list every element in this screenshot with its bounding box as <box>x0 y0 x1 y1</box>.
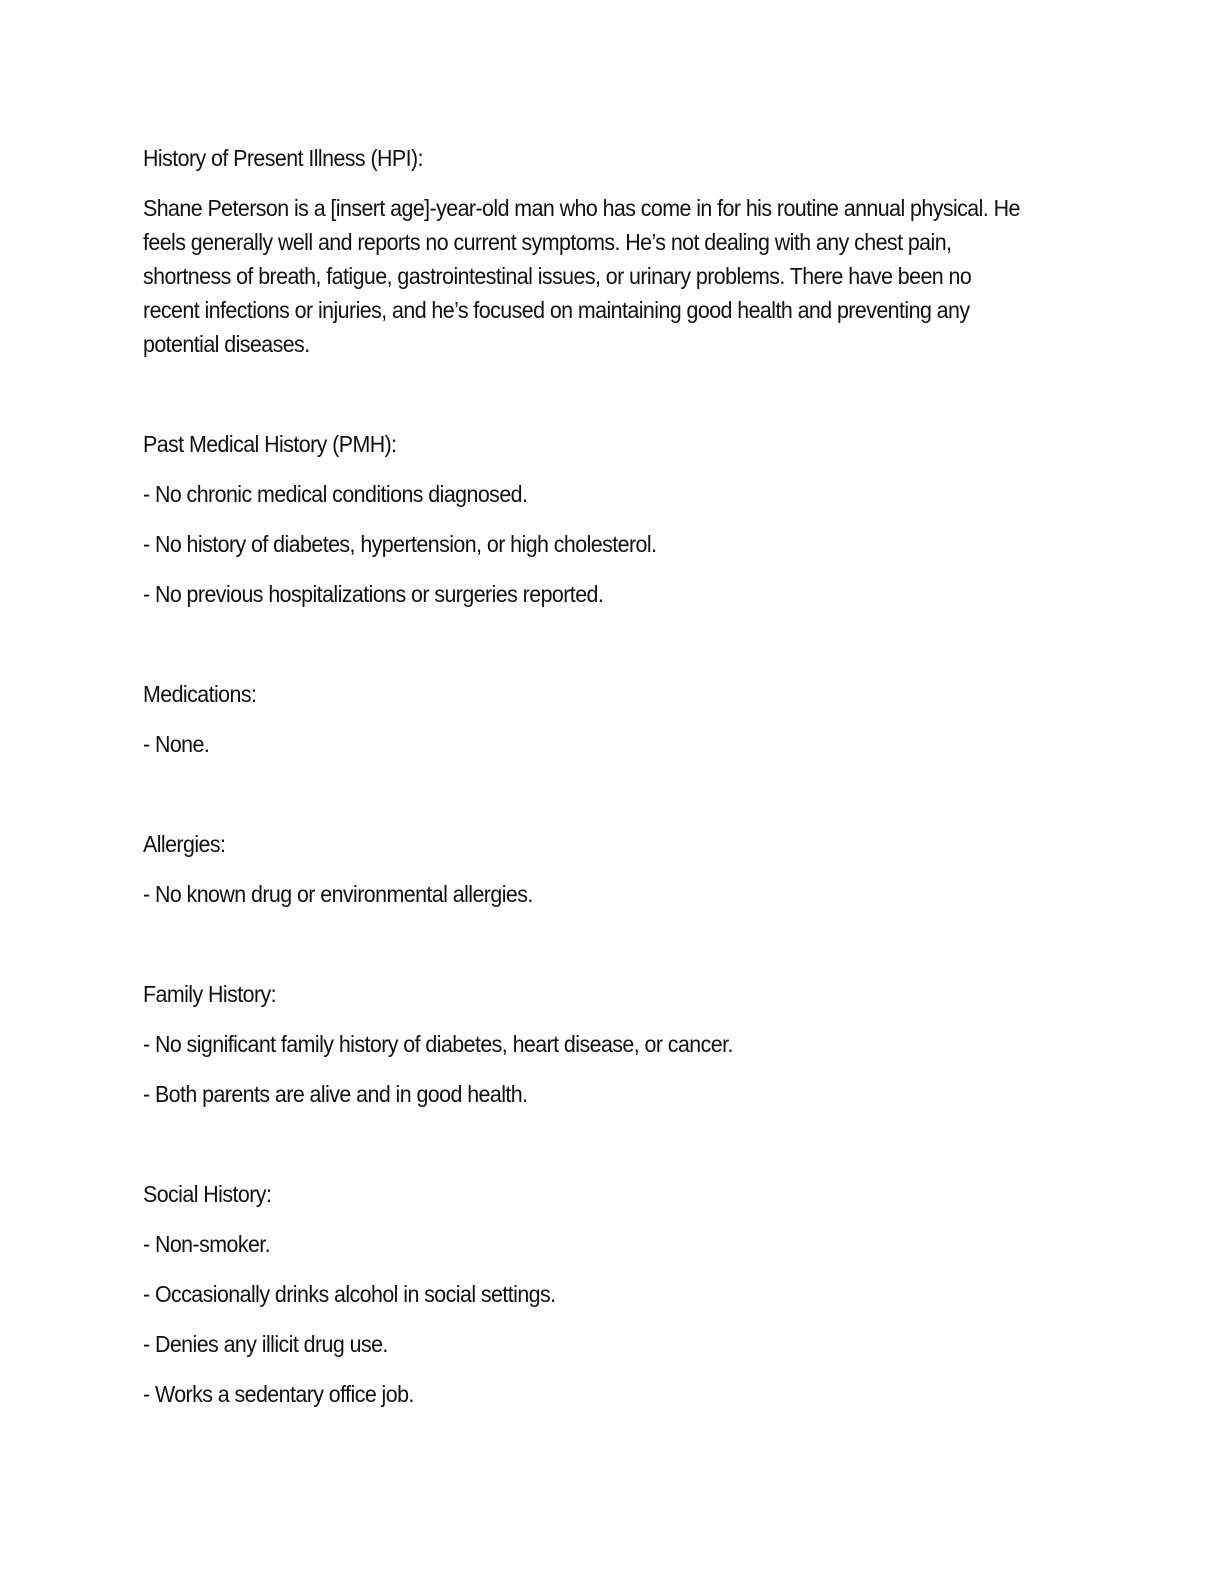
family-history-item: - No significant family history of diabetes, heart disease, or cancer. <box>143 1031 733 1057</box>
document-body <box>143 141 1020 1411</box>
hpi-section <box>143 141 1020 361</box>
allergies-section <box>143 827 980 911</box>
social-history-heading: Social History: <box>143 1181 272 1207</box>
medications-heading: Medications: <box>143 681 257 707</box>
pmh-section <box>143 427 980 611</box>
medications-item: - None. <box>143 731 210 757</box>
allergies-item: - No known drug or environmental allergies. <box>143 881 533 907</box>
hpi-text: Shane Peterson is a [insert age]-year-old man who has come in for his routine annual physical. He feels generally well and reports no current symptoms. He’s not dealing with any chest pain, shortness of breath, fatigue, gastrointestinal issues, or urinary problems. There have been no recent infections or injuries, and he’s focused on maintaining good health and preventing any potential diseases. <box>143 195 1020 357</box>
social-history-section <box>143 1177 980 1411</box>
family-history-section <box>143 977 980 1111</box>
hpi-heading: History of Present Illness (HPI): <box>143 145 423 171</box>
social-history-item: - Occasionally drinks alcohol in social settings. <box>143 1281 556 1307</box>
pmh-item: - No history of diabetes, hypertension, or high cholesterol. <box>143 531 657 557</box>
medications-section <box>143 677 980 761</box>
pmh-heading: Past Medical History (PMH): <box>143 431 397 457</box>
pmh-item: - No chronic medical conditions diagnosed. <box>143 481 528 507</box>
allergies-heading: Allergies: <box>143 831 226 857</box>
pmh-item: - No previous hospitalizations or surgeries reported. <box>143 581 604 607</box>
social-history-item: - Non-smoker. <box>143 1231 271 1257</box>
family-history-heading: Family History: <box>143 981 277 1007</box>
social-history-item: - Works a sedentary office job. <box>143 1381 414 1407</box>
family-history-item: - Both parents are alive and in good health. <box>143 1081 528 1107</box>
social-history-item: - Denies any illicit drug use. <box>143 1331 388 1357</box>
